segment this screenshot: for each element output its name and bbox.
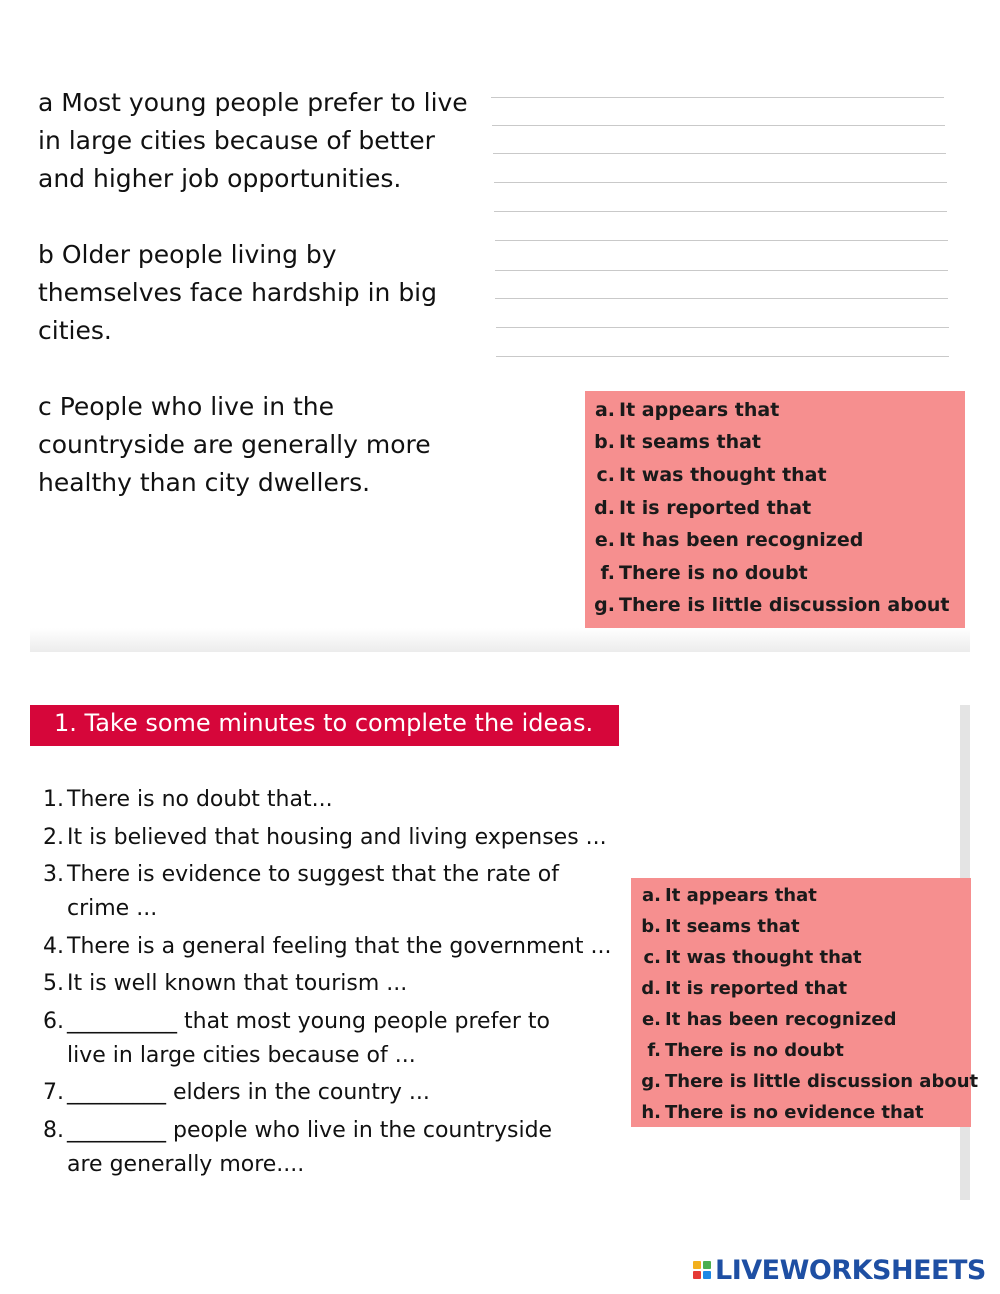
phrase-item: c. It was thought that (643, 947, 862, 968)
answer-line[interactable] (494, 182, 947, 183)
phrase-item: a. It appears that (594, 399, 780, 421)
answer-line[interactable] (496, 356, 949, 357)
answer-line[interactable] (495, 298, 948, 299)
phrase-item: e. It has been recognized (594, 529, 864, 551)
statement-a: a Most young people prefer to live in large cities because of better and higher job opportunities. (38, 88, 468, 193)
answer-line[interactable] (493, 153, 946, 154)
answer-line[interactable] (496, 327, 949, 328)
answer-line[interactable] (495, 270, 948, 271)
phrase-item: d. It is reported that (641, 978, 848, 999)
answer-line[interactable] (491, 97, 944, 98)
phrase-item: f. There is no doubt (647, 1040, 844, 1061)
statement-c: c People who live in the countryside are generally more healthy than city dwellers. (38, 392, 431, 497)
statement-b: b Older people living by themselves face hardship in big cities. (38, 240, 437, 345)
phrase-box-top (585, 391, 965, 651)
phrase-item: g. There is little discussion about (594, 594, 950, 616)
task-title-bar (30, 705, 619, 746)
answer-line[interactable] (492, 125, 945, 126)
phrase-item: f. There is no doubt (600, 562, 808, 584)
phrase-box-bottom (631, 878, 979, 1127)
logo-text: LIVEWORKSHEETS (715, 1254, 986, 1286)
phrase-item: b. It seams that (594, 431, 762, 453)
section-divider-shade (30, 628, 970, 652)
answer-line[interactable] (495, 240, 948, 241)
logo-blocks-icon (693, 1261, 711, 1279)
task-title: 1. Take some minutes to complete the ideas. (54, 709, 594, 737)
phrase-item: b. It seams that (641, 916, 800, 937)
liveworksheets-logo[interactable] (693, 1256, 986, 1284)
phrase-item: g. There is little discussion about (641, 1071, 979, 1092)
phrase-item: e. It has been recognized (641, 1009, 897, 1030)
answer-line[interactable] (494, 211, 947, 212)
phrase-item: c. It was thought that (596, 464, 827, 486)
phrase-item: h. There is no evidence that (641, 1102, 924, 1123)
phrase-item: d. It is reported that (594, 497, 812, 519)
phrase-item: a. It appears that (642, 885, 817, 906)
